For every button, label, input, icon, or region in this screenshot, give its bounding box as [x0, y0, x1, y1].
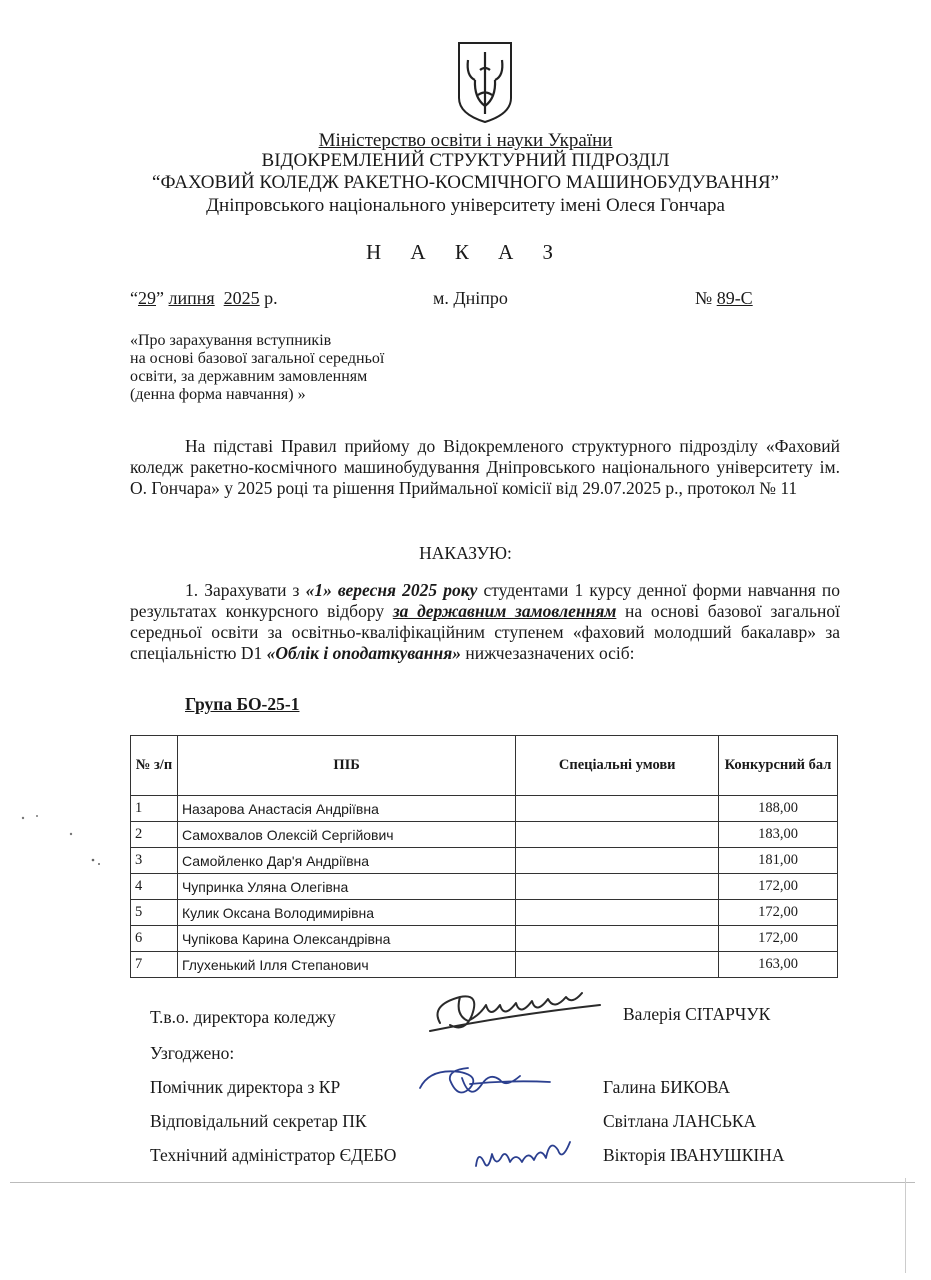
order-number: № 89-С [695, 288, 753, 308]
enrollment-table [130, 735, 838, 978]
scan-artifacts [15, 800, 105, 880]
order-month: липня [168, 288, 215, 308]
approver-signature-mark [410, 1058, 560, 1108]
table-row: 6 Чупікова Карина Олександрівна 172,00 [131, 926, 838, 952]
unit-name: ВІДОКРЕМЛЕНИЙ СТРУКТУРНИЙ ПІДРОЗДІЛ [261, 150, 670, 171]
group-title: Група БО-25-1 [185, 694, 300, 714]
order-item-1: 1. Зарахувати з «1» вересня 2025 року студентами 1 курсу денної форми навчання по результатах конкурсного відбору за державним замовленням на основі базової загальної середньої освіти за освітньо-кваліфікаційним ступенем «фаховий молодший бакалавр» за спеціальністю D1 «Облік і оподаткування» нижчезазначених осіб: [130, 580, 840, 663]
university-name: Дніпровського національного університету імені Олеся Гончара [206, 195, 725, 216]
approver-role: Помічник директора з КР [150, 1077, 341, 1097]
col-header-conditions: Спеціальні умови [516, 736, 719, 796]
approver-role: Технічний адміністратор ЄДЕБО [150, 1145, 397, 1165]
approver-name: Вікторія ІВАНУШКІНА [603, 1145, 785, 1165]
director-name: Валерія СІТАРЧУК [623, 1004, 771, 1024]
approver-role: Відповідальний секретар ПК [150, 1111, 367, 1131]
order-word: НАКАЗУЮ: [419, 543, 512, 563]
table-row: 4 Чупринка Уляна Олегівна 172,00 [131, 874, 838, 900]
order-date: “29” липня 2025 р. [130, 288, 278, 308]
order-subject: «Про зарахування вступників на основі базової загальної середньої освіти, за державним замовленням (денна форма навчання) » [130, 332, 385, 403]
scan-edge-line [905, 1178, 906, 1273]
document-title: Н А К А З [365, 240, 566, 264]
agreed-label: Узгоджено: [150, 1043, 235, 1063]
col-header-score: Конкурсний бал [719, 736, 838, 796]
director-signature-mark [420, 975, 610, 1040]
table-row: 7 Глуxенький Ілля Степанович 163,00 [131, 952, 838, 978]
order-day: 29 [138, 288, 156, 308]
enrollment-date: «1» вересня 2025 року [305, 580, 478, 600]
ministry-name: Міністерство освіти і науки України [318, 130, 613, 151]
director-role: Т.в.о. директора коледжу [150, 1007, 336, 1027]
table-row: 1 Назарова Анастасія Андріївна 188,00 [131, 796, 838, 822]
col-header-number: № з/п [131, 736, 178, 796]
specialty-name: «Облік і оподаткування» [266, 643, 461, 663]
order-year: 2025 [223, 288, 260, 308]
coat-of-arms-emblem [456, 40, 514, 124]
table-row: 2 Самохвалов Олексій Сергійович 183,00 [131, 822, 838, 848]
approver-signature-mark [470, 1132, 580, 1177]
table-row: 5 Кулик Оксана Володимирівна 172,00 [131, 900, 838, 926]
table-header-row [131, 736, 838, 796]
col-header-name: ПІБ [177, 736, 515, 796]
college-name: “ФАХОВИЙ КОЛЕДЖ РАКЕТНО-КОСМІЧНОГО МАШИНОБУДУВАННЯ” [152, 172, 779, 193]
order-city: м. Дніпро [433, 288, 508, 308]
funding-type: за державним замовленням [392, 601, 617, 621]
scan-edge-line [10, 1182, 915, 1183]
basis-paragraph: На підставі Правил прийому до Відокремленого структурного підрозділу «Фаховий коледж ракетно-космічного машинобудування Дніпровського національного університету ім. О. Гончара» у 2025 році та рішення Приймальної комісії від 29.07.2025 р., протокол № 11 [130, 436, 840, 498]
approver-name: Світлана ЛАНСЬКА [603, 1111, 757, 1131]
approver-name: Галина БИКОВА [603, 1077, 730, 1097]
table-row: 3 Самойленко Дар'я Андріївна 181,00 [131, 848, 838, 874]
